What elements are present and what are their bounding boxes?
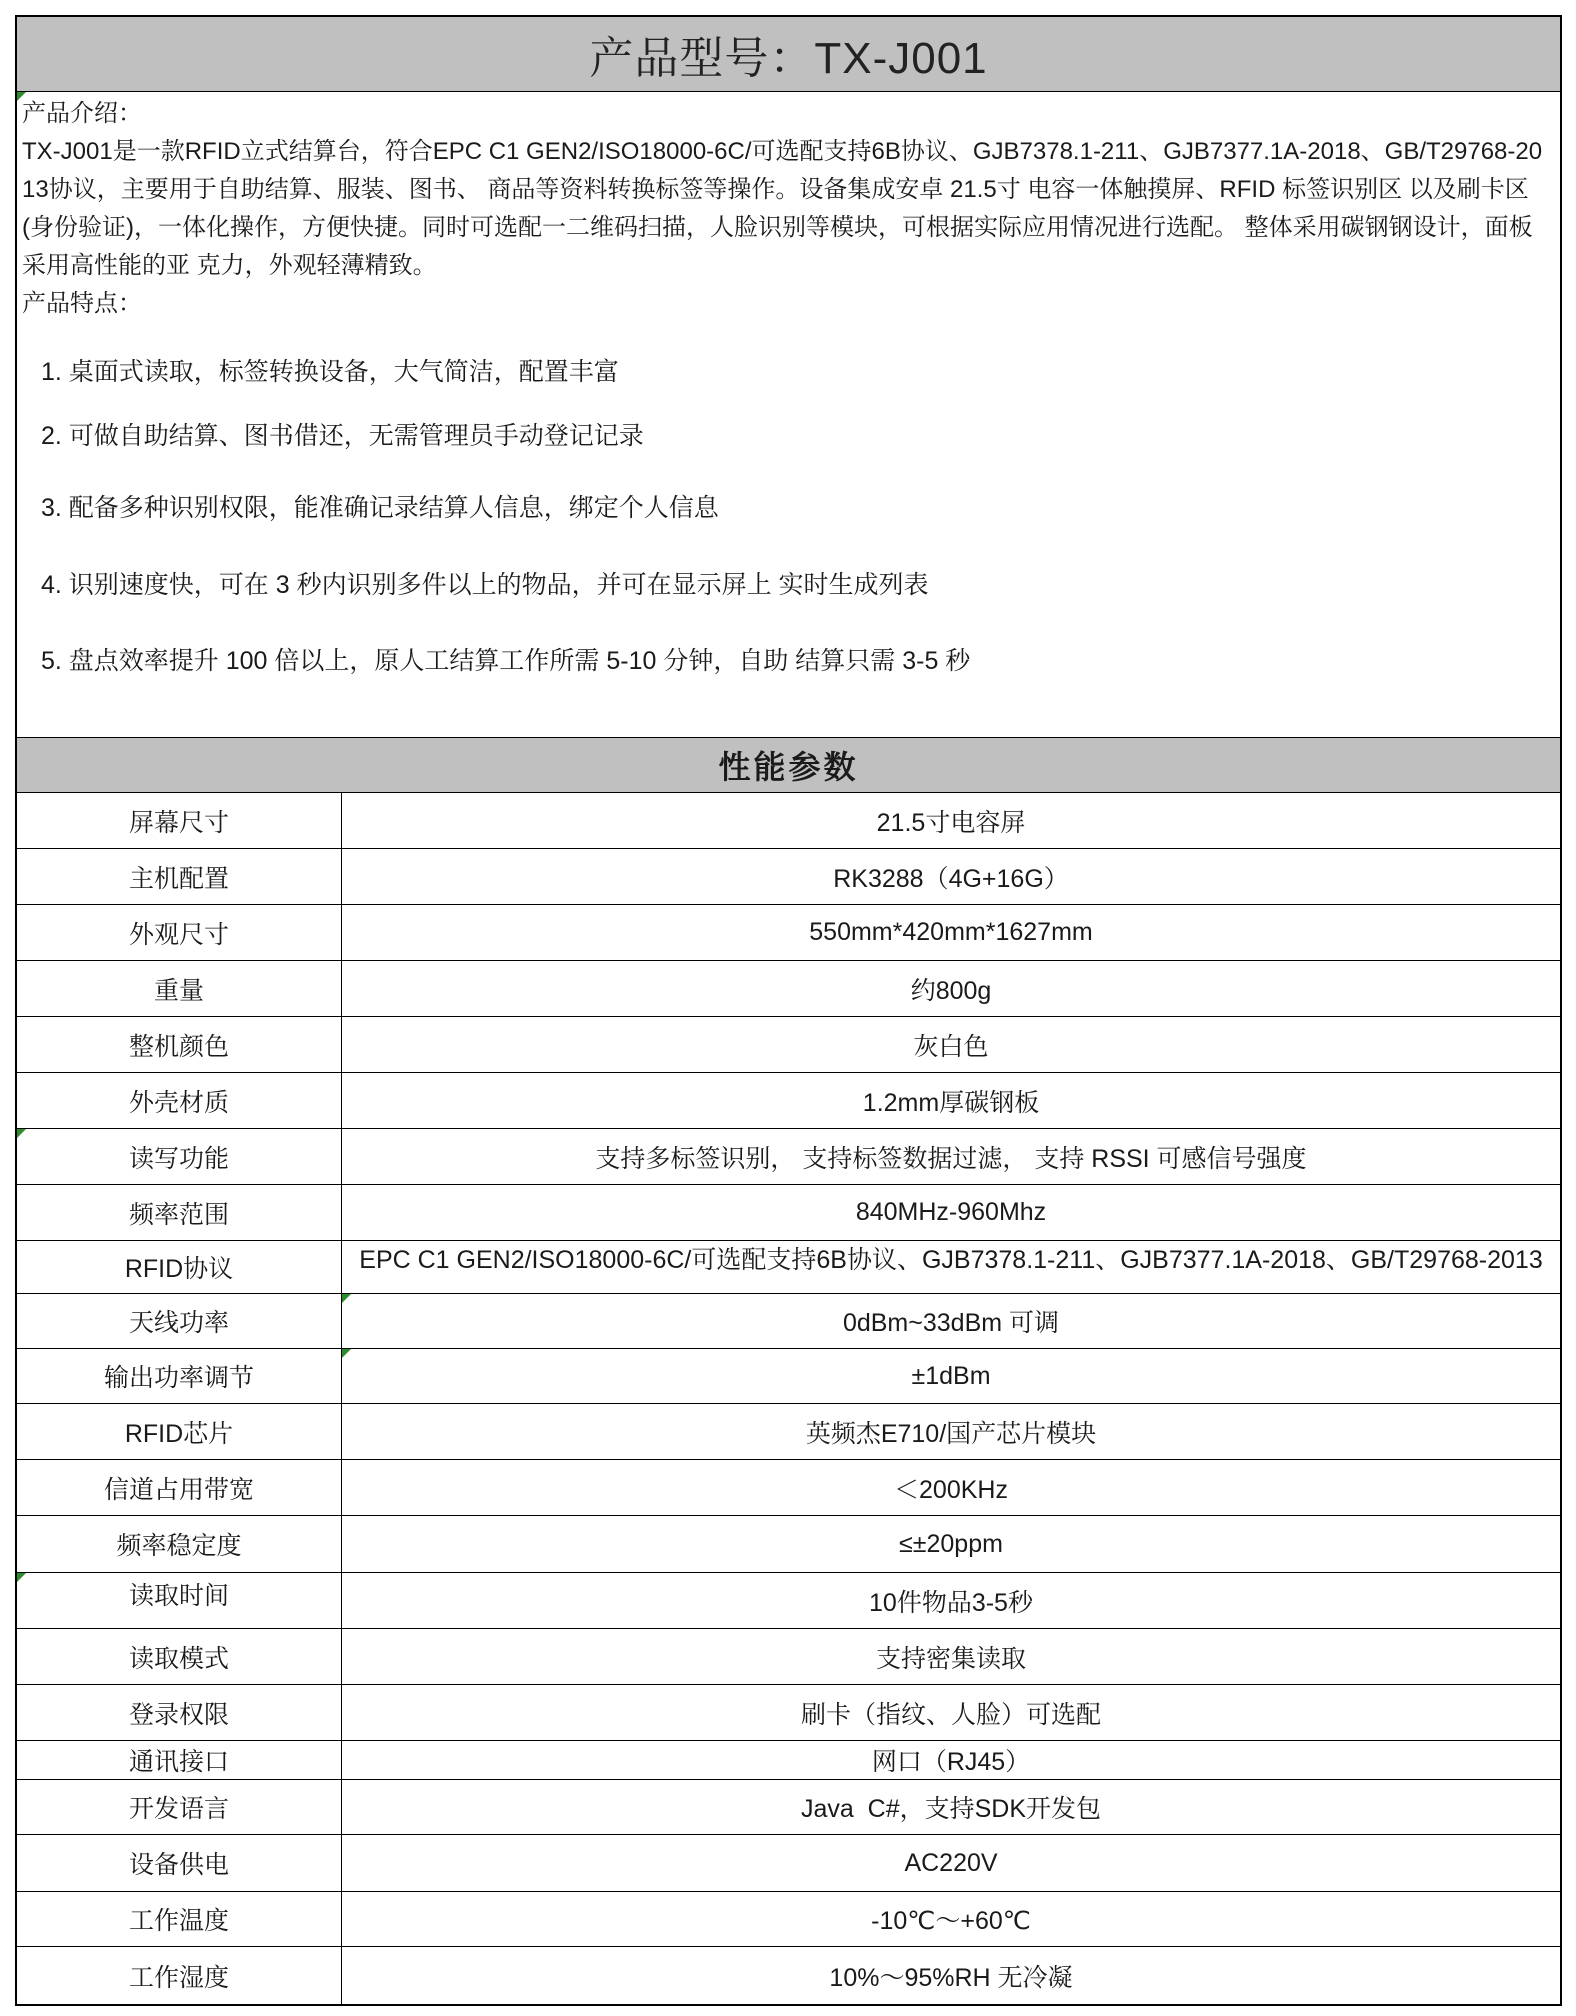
spec-value: EPC C1 GEN2/ISO18000-6C/可选配支持6B协议、GJB7378.1-211、GJB7377.1A-2018、GB/T29768-2013 [359, 1246, 1543, 1274]
spec-value: 21.5寸电容屏 [876, 808, 1026, 837]
spec-row-host-config [17, 849, 1560, 905]
spec-value [342, 1294, 1560, 1348]
intro-text: TX-J001是一款RFID立式结算台，符合EPC C1 GEN2/ISO18000-6C/可选配支持6B协议、GJB7378.1-211、GJB7377.1A-2018、GB/T29768-2013协议，主要用于自助结算、服装、图书、 商品等资料转换标签等操作。设备集成安卓 21.5寸 电容一体触摸屏、RFID 标签识别区 以及刷卡区(身份验证)，一体化操作，方便快捷。同时可选配一二维码扫描，人脸识别等模块，可根据实际应用情况进行选配。 整体采用碳钢钢设计，面板采用高性能的亚 克力，外观轻薄精致。 [22, 138, 1543, 279]
spec-label [17, 1129, 342, 1184]
spec-label: 登录权限 [17, 1685, 342, 1740]
spec-label: 主机配置 [17, 849, 342, 904]
spec-row-operating-humidity [17, 1947, 1560, 2004]
feature-item: 2. 可做自助结算、图书借还，无需管理员手动登记记录 [41, 422, 644, 450]
spec-row-frequency-range [17, 1185, 1560, 1241]
spec-sheet [15, 15, 1562, 2006]
spec-value: 10件物品3-5秒 [869, 1588, 1033, 1617]
spec-value-text: ±1dBm [911, 1361, 991, 1390]
comment-marker-icon [17, 1129, 26, 1138]
spec-label: RFID芯片 [17, 1404, 342, 1459]
spec-value: ≤±20ppm [899, 1529, 1003, 1558]
spec-label: 输出功率调节 [17, 1349, 342, 1403]
feature-item: 3. 配备多种识别权限，能准确记录结算人信息，绑定个人信息 [41, 494, 719, 522]
spec-row-rfid-chip [17, 1404, 1560, 1460]
spec-value: ＜200KHz [894, 1475, 1008, 1504]
spec-value: 刷卡（指纹、人脸）可选配 [800, 1700, 1101, 1729]
spec-row-weight [17, 961, 1560, 1017]
spec-row-comm-interface [17, 1741, 1560, 1780]
spec-row-operating-temp [17, 1892, 1560, 1947]
specs-heading: 性能参数 [718, 749, 859, 785]
spec-row-shell-material [17, 1073, 1560, 1129]
product-title: 产品型号：TX-J001 [589, 34, 988, 83]
feature-item: 1. 桌面式读取，标签转换设备，大气简洁，配置丰富 [41, 358, 619, 386]
spec-label: 读取模式 [17, 1629, 342, 1684]
comment-marker-icon [17, 1573, 26, 1582]
spec-label: 设备供电 [17, 1835, 342, 1891]
spec-value: 550mm*420mm*1627mm [809, 918, 1093, 946]
spec-row-dev-language [17, 1780, 1560, 1835]
spec-value: 10%～95%RH 无冷凝 [829, 1963, 1073, 1992]
spec-label: 外观尺寸 [17, 905, 342, 960]
spec-row-frequency-stability [17, 1516, 1560, 1573]
features-heading: 产品特点： [22, 290, 142, 317]
spec-value: 支持多标签识别， 支持标签数据过滤， 支持 RSSI 可感信号强度 [595, 1144, 1307, 1173]
spec-label: 屏幕尺寸 [17, 793, 342, 848]
feature-list [22, 353, 1554, 680]
intro-heading: 产品介绍： [22, 100, 142, 127]
spec-value: 1.2mm厚碳钢板 [862, 1088, 1040, 1117]
spec-value: RK3288（4G+16G） [833, 864, 1069, 893]
spec-value: Java C#，支持SDK开发包 [800, 1795, 1102, 1823]
spec-row-channel-bandwidth [17, 1460, 1560, 1516]
spec-row-read-write [17, 1129, 1560, 1185]
spec-row-power-supply [17, 1835, 1560, 1892]
spec-label-text: 读取时间 [128, 1581, 229, 1610]
spec-label: 整机颜色 [17, 1017, 342, 1072]
spec-value: 约800g [910, 976, 992, 1005]
spec-row-read-time [17, 1573, 1560, 1629]
spec-label: 信道占用带宽 [17, 1460, 342, 1515]
spec-label [17, 1573, 342, 1628]
spec-label: 工作湿度 [17, 1947, 342, 2004]
feature-item: 5. 盘点效率提升 100 倍以上，原人工结算工作所需 5-10 分钟，自助 结算只需 3-5 秒 [41, 647, 971, 675]
comment-marker-icon [342, 1349, 351, 1358]
spec-row-login-permission [17, 1685, 1560, 1741]
spec-label: 工作温度 [17, 1892, 342, 1946]
spec-row-output-power-adjust [17, 1349, 1560, 1404]
spec-value: 灰白色 [913, 1032, 989, 1061]
comment-marker-icon [17, 92, 26, 101]
spec-value [342, 1349, 1560, 1403]
spec-value: AC220V [904, 1848, 998, 1877]
spec-row-rfid-protocol [17, 1241, 1560, 1294]
spec-value-text: 0dBm~33dBm 可调 [842, 1309, 1060, 1337]
spec-value: 英频杰E710/国产芯片模块 [805, 1419, 1097, 1448]
comment-marker-icon [342, 1294, 351, 1303]
spec-value: 支持密集读取 [875, 1644, 1026, 1673]
spec-label: 外壳材质 [17, 1073, 342, 1128]
spec-label: 天线功率 [17, 1294, 342, 1348]
spec-row-screen-size [17, 793, 1560, 849]
spec-row-antenna-power [17, 1294, 1560, 1349]
spec-label: 频率稳定度 [17, 1516, 342, 1572]
spec-value: 网口（RJ45） [871, 1748, 1031, 1776]
product-title-row [17, 17, 1560, 92]
spec-label: 频率范围 [17, 1185, 342, 1240]
specs-table [17, 793, 1560, 2004]
spec-value: -10℃～+60℃ [871, 1907, 1031, 1935]
spec-label: 重量 [17, 961, 342, 1016]
feature-item: 4. 识别速度快，可在 3 秒内识别多件以上的物品，并可在显示屏上 实时生成列表 [41, 571, 929, 599]
spec-value: 840MHz-960Mhz [855, 1198, 1047, 1226]
specs-heading-row [17, 738, 1560, 793]
spec-label-text: 读写功能 [128, 1144, 229, 1173]
spec-row-dimensions [17, 905, 1560, 961]
spec-row-read-mode [17, 1629, 1560, 1685]
spec-label: 开发语言 [17, 1780, 342, 1834]
spec-label: 通讯接口 [17, 1741, 342, 1779]
product-description [17, 92, 1560, 738]
spec-row-color [17, 1017, 1560, 1073]
spec-label: RFID协议 [17, 1241, 342, 1293]
